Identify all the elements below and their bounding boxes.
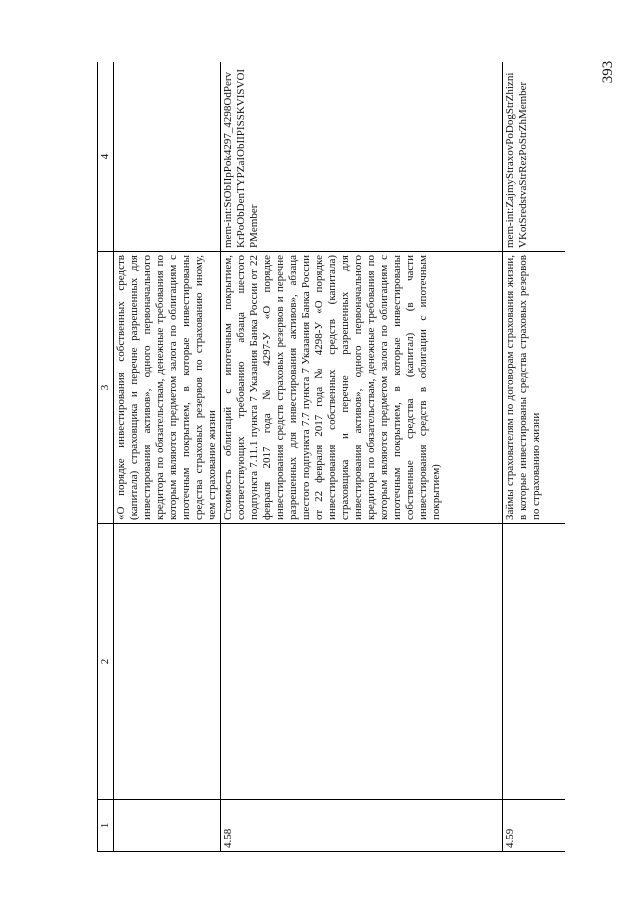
document-table xyxy=(97,62,565,852)
header-cell-4: 4 xyxy=(98,62,114,252)
row-number xyxy=(114,800,221,852)
row-col2 xyxy=(114,524,221,800)
table-row xyxy=(503,62,566,852)
header-cell-1: 1 xyxy=(98,800,114,852)
row-description: «О порядке инвестирования собственных средств (капитала) страховщика и перечне разрешенных для инвестирования активов», одного первоначального кредитора по обязательствам, денежные требования по которым являются предметом залога по облигациям с ипотечным покрытием, в которые инвестированы средства страховых резервов по страхованию иному, чем страхование жизни xyxy=(114,252,221,524)
rotated-table-container xyxy=(97,62,565,852)
row-number: 4.58 xyxy=(221,800,503,852)
row-description: Займы страхователям по договорам страхования жизни, в которые инвестированы средства страховых резервов по страхованию жизни xyxy=(503,252,566,524)
row-code xyxy=(114,62,221,252)
row-description: Стоимость облигаций с ипотечным покрытием, соответствующих требованию абзаца шестого подпункта 7.11.1 пункта 7 Указания Банка России от 22 февраля 2017 года № 4297-У «О порядке инвестирования средств страховых резервов и перечне разрешенных для инвестирования активов», абзаца шестого подпункта 7.7 пункта 7 Указания Банка России от 22 февраля 2017 года № 4298-У «О порядке инвестирования собственных средств (капитала) страховщика и перечне разрешенных для инвестирования активов», одного первоначального кредитора по обязательствам, денежные требования по которым являются предметом залога по облигациям с ипотечным покрытием, в которые инвестированы собственные средства (капитал) (в части инвестирования средств в облигации с ипотечным покрытием) xyxy=(221,252,503,524)
row-code: mem-int:ZajmyStraxovPoDogStrZhizniVKotSredstvaStrRezPoStrZhMember xyxy=(503,62,566,252)
table-row xyxy=(221,62,503,852)
page-number: 393 xyxy=(599,60,616,84)
row-col2 xyxy=(221,524,503,800)
row-col2 xyxy=(503,524,566,800)
header-cell-2: 2 xyxy=(98,524,114,800)
row-number: 4.59 xyxy=(503,800,566,852)
rotated-page-viewport xyxy=(97,62,565,852)
header-cell-3: 3 xyxy=(98,252,114,524)
table-header-row xyxy=(98,62,114,852)
table-row xyxy=(114,62,221,852)
row-code: mem-int:StObIIpPok4297_4298OdPervKrPoObDenTYPZaIObIIPISSKVISVOIPMember xyxy=(221,62,503,252)
